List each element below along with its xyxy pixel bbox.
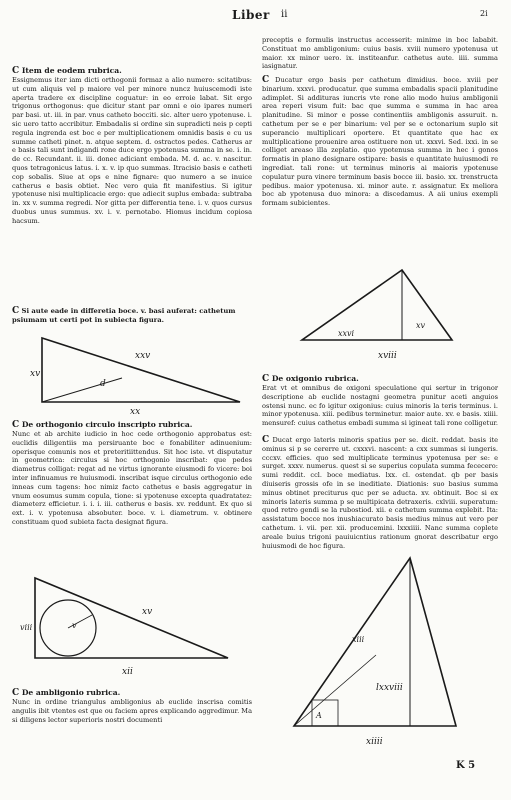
left-side-label: xxvi: [338, 329, 355, 338]
section-rubric: C Item de eodem rubrica.: [12, 66, 122, 76]
section-rubric: C Si aute eade in differetia boce. v. basi auferat: cathetum psiumam ut certi pot in subiecta figura.: [12, 306, 236, 324]
section-text: Erat vt et omnibus de oxigoni speculatione qui sertur in trigonor descriptione ab euclide nostagni geometra punitur aceti anguios ostensi nunc. ec fo igitur oxigonius: cuius minoris la teris terminus. i. minor ypotenusa. xiii. pedibus terminetur. maior aute. xv. e basis. xiiii. mensuref: cuius cathetus embadi summa si igineat tali rone colligetur.: [262, 384, 498, 428]
inner-label: lxxviii: [376, 683, 403, 693]
section-text: C Ducatur ergo basis per cathetum dimidius. boce. xviii per binarium. xxxvi. producatur. que summa embadalis spacii planitudine adimplet. Si addituras iuncris vte rone alio modo huius ambligonii area reperi visum fuit: bac que summa e summa in hac area planitudine. Si minor e posse continentiis ambligonis assuruit. n. cathetum per se e per binarium: vel per se e octonarium suplo sit superancio multiplicari oportere. Et quantitate que hac ex multiplicatione prouenire area ostituere non ut. xxxvi. Sed. ixxi. in se colliget areaso illa zeplatio. quo ypotenusa summa in hec i gonos formatis in plano designare ostipare: basis e quantitate huiusmodi re ingrediat. tali rone: ut terminus minoris ai maioris ypotenuse copulatur pura vinere terminum basis bocce iii. basio. xx. trenstructa pedibus. maior ypotenusa. xi. minor aute. r. assignatur. Ex meliora boc ab ypotenusa duo minora: a discedamus. A aii unius exempli formam subicientes.: [262, 75, 498, 208]
section-text: Nunc in ordine triangulus ambligonius ab euclide inscrisa comitis angulis ibit vtentes est que ou faciem apres explicando aggredimur. Ma si diligens lector superioris nostri documenti: [12, 698, 252, 724]
left-section-3: [12, 420, 252, 562]
figure-right-triangle: [30, 330, 250, 417]
section-text: C Ducat ergo lateris minoris spatius per se. dicit. reddat. basis ite ominus si p se cererre ut. cxxxvi. nascent: a cxx summas si iungeris. cccxv. efficies. quo sed multiplicate terminus ypotenusa per se: e surget. xxxv. numerus. quest si se superius copulata summa fececero: sumi reddit. ccl. boce mediatus. lxx. cl. ostendat. qb per basis diuiseris grossis ofe in se ineditiate. Diationis: suo basius summa minus obtinet preciturus quc per se aducta. xv. obtinuit. Boc si ex minoris lateris summa p se multipicata detraxeris. cxlviii. superatum: quod retro gendi se la rubostiod. xii. e cathetum summa explebit. Ita: assistatum bocce nos inushiacurato basis medius minus aut vero per cathetum. i. vii. per. xii. producemini. lxxxiiii. Nanc summa coplete areale buius trigoni pauiuicntius rationum gnorat describatur ergo huiusmodi de hoc figura.: [262, 435, 498, 550]
left-caption-1: [12, 306, 252, 324]
hypotenuse-label: xxv: [135, 351, 151, 361]
book-number: ii: [281, 9, 288, 20]
section-rubric: C De ambligonio rubrica.: [12, 688, 121, 698]
right-side-label: xv: [416, 321, 426, 330]
section-text: Nunc et ab archite iudicio in hoc cede orthogonio approbatus est: euclidis diligentiis ma persiruante boc e fonabiliter adinuenium: operisque comunis nos et preteritiittendus. Sit hoc iste. vt disputatur in geometrica: circulus si hoc orthogonio inscribat: que pedes diametrus colligat: regat ad ne virtus ignorante eiusmodi fo vicere: boi inter infinuamus re huiusmodi. inscribat isque circulus orthogonio ede inneas cum tagens: hoc nimiz facto cathetus e basis aggregatur in vnum eosumus summ copula, tione: si ypotenuse excepta quadratatez: diameterz efficietur. i. i. i. iii. catherus e basis. xv. reddunt. Ex quo si ext. i. v. ypotenusa absobuter. boce. v. i. diametrum. v. obtinere constituam quod subieta facta designat figura.: [12, 430, 252, 526]
section-text: Essignemus iter iam dicti orthogonii formaz a alio numero: scitatibus: ut cum aliquis vel p maiore vel per minore nuncz huiuscemodi iste aperta tradere ex discipline coguatur: in eo erroie labat. Sit ergo trigonus orthogonus: que dicitur stant par omni e oio ipares numeri par basi. ut. iii. in par. vnus catheto bocciti. sic. alter uero ypotenuse. i. sic uero tatto accribitur. Embadalis si ordine sin supradicti neis p cepti regula ingrenda est boc e per multiplicationem omnidis basis e cu us summe catheti pinet. n. atque septem. d. ostractos pedes. Catherus ar e basis tali sunt indigandi rone duce ergo ypotenusa summa in se. i. in. de cc. Recundant. ii. iii. donec adiciant embada. M. d. ac. v. nascitur. quos tetragonicus latus. i. x. v. ip quo summas. Itracisio basis e catheti cop sobalis. Siue at ops e nine fignare: quo numero a se inuice catherus e basis obtiet. Nec vero quia fit manifestius. Si igitur ypotenuse nisi multiplicacie ergo: que adiecit suplus embada: subtraba in. xx v. summa regredi. Nor gitta per differentia tene. i. v. quos cursus duobus unus summus. xv. i. v. pernotabo. Hiomus incidum copiosa hacsum.: [12, 76, 252, 225]
section-rubric: C De oxigonio rubrica.: [262, 374, 359, 384]
figure-acute-triangle: [286, 550, 476, 770]
figure-circle-triangle: [20, 570, 250, 680]
left-section-4: [12, 688, 252, 750]
folio-number: 2i: [480, 9, 488, 18]
page-header: [0, 6, 511, 26]
side-label: xv: [30, 369, 41, 379]
section-text: preceptis e formulis instructus accesserit: minime in boc lababit. Constituat mo ambligonium: cuius basis. xviii numero ypotenusa ut maior. xx minor uero. ix. institeanfur. cathetus aute. iiii. summa iasignatur.: [262, 36, 498, 71]
signature-mark: K 5: [456, 760, 476, 771]
left-section-1: [12, 66, 252, 306]
right-section-2: [262, 76, 498, 258]
section-rubric: C De orthogonio circulo inscripto rubrica.: [12, 420, 193, 430]
hypotenuse-label: xv: [142, 607, 153, 617]
base-label: xviii: [378, 351, 397, 361]
figure-obtuse-triangle: [292, 258, 492, 368]
running-title: Liber: [232, 8, 270, 22]
base-label: xx: [130, 407, 141, 417]
corner-label: A: [316, 711, 322, 720]
base-label: xiiii: [366, 737, 383, 747]
right-section-1: [262, 36, 498, 76]
side-label: viii: [20, 623, 33, 632]
right-section-4: [262, 435, 498, 550]
base-label: xii: [122, 667, 133, 677]
left-side-label: xiii: [352, 635, 365, 644]
radius-label: v: [72, 621, 77, 630]
right-section-3: [262, 374, 498, 436]
inner-label: d: [100, 379, 106, 389]
